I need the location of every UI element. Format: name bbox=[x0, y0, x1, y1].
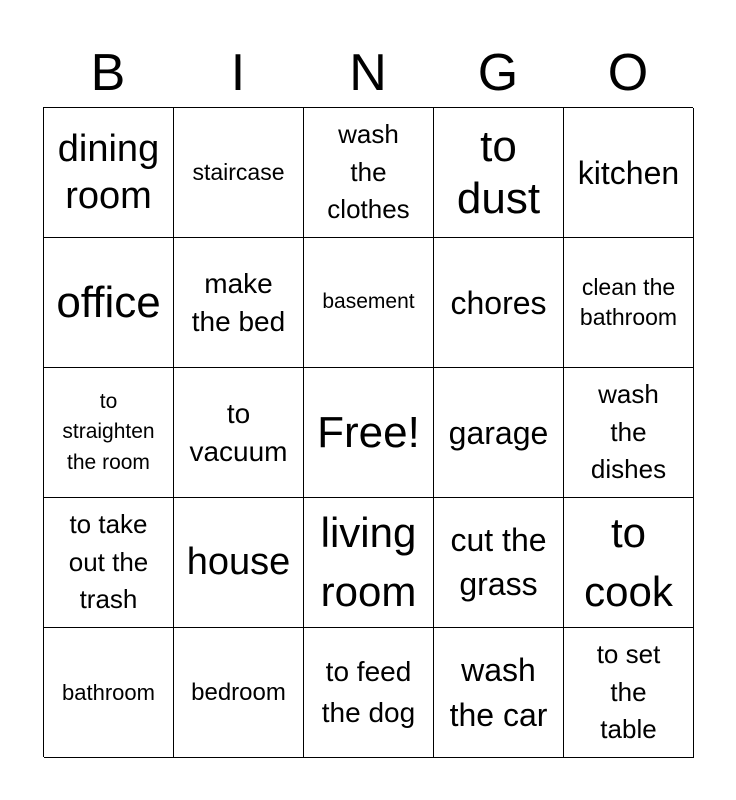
header-letter-g: G bbox=[477, 44, 519, 102]
cell-text: dining room bbox=[57, 128, 160, 217]
bingo-cell[interactable] bbox=[564, 628, 694, 758]
bingo-board bbox=[43, 107, 693, 757]
cell-text: house bbox=[186, 541, 291, 584]
bingo-header bbox=[43, 40, 693, 106]
cell-text: bathroom bbox=[62, 679, 155, 705]
bingo-cell[interactable] bbox=[174, 108, 304, 238]
bingo-cell[interactable] bbox=[434, 628, 564, 758]
bingo-cell[interactable] bbox=[564, 238, 694, 368]
cell-text: to vacuum bbox=[189, 397, 288, 467]
bingo-cell[interactable] bbox=[434, 238, 564, 368]
bingo-cell[interactable] bbox=[434, 108, 564, 238]
cell-text: basement bbox=[322, 290, 415, 314]
cell-text: wash the dishes bbox=[590, 378, 667, 485]
bingo-cell[interactable] bbox=[304, 628, 434, 758]
cell-text: chores bbox=[450, 284, 547, 321]
cell-text: clean the bathroom bbox=[579, 273, 678, 330]
bingo-cell[interactable] bbox=[44, 238, 174, 368]
header-letter-o: O bbox=[607, 44, 649, 102]
bingo-cell[interactable] bbox=[174, 368, 304, 498]
bingo-cell[interactable] bbox=[44, 498, 174, 628]
header-letter-i: I bbox=[230, 44, 246, 102]
bingo-cell[interactable] bbox=[44, 108, 174, 238]
cell-text: make the bed bbox=[191, 267, 286, 337]
free-space-text: Free! bbox=[317, 407, 420, 457]
header-letter-b: B bbox=[90, 44, 126, 102]
bingo-cell[interactable] bbox=[44, 368, 174, 498]
cell-text: wash the clothes bbox=[327, 118, 410, 225]
cell-text: to take out the trash bbox=[68, 508, 149, 615]
cell-text: to feed the dog bbox=[321, 655, 416, 728]
cell-text: living room bbox=[320, 508, 417, 615]
cell-text: cut the grass bbox=[450, 522, 547, 602]
cell-text: wash the car bbox=[449, 651, 548, 733]
cell-text: kitchen bbox=[577, 154, 680, 191]
bingo-cell[interactable] bbox=[434, 498, 564, 628]
bingo-cell[interactable] bbox=[564, 498, 694, 628]
cell-text: to cook bbox=[584, 508, 673, 615]
bingo-cell[interactable] bbox=[174, 498, 304, 628]
bingo-cell[interactable] bbox=[304, 238, 434, 368]
bingo-cell[interactable] bbox=[304, 498, 434, 628]
bingo-cell[interactable] bbox=[564, 368, 694, 498]
cell-text: to dust bbox=[456, 121, 541, 223]
header-letter-n: N bbox=[349, 44, 387, 102]
cell-text: office bbox=[56, 277, 161, 327]
bingo-cell[interactable] bbox=[44, 628, 174, 758]
cell-text: staircase bbox=[192, 158, 285, 185]
bingo-cell[interactable] bbox=[434, 368, 564, 498]
bingo-cell[interactable] bbox=[564, 108, 694, 238]
bingo-cell[interactable] bbox=[174, 628, 304, 758]
cell-text: to straighten the room bbox=[62, 389, 155, 474]
cell-text: bedroom bbox=[191, 678, 286, 706]
bingo-cell[interactable] bbox=[174, 238, 304, 368]
cell-text: to set the table bbox=[596, 638, 661, 745]
cell-text: garage bbox=[448, 414, 549, 451]
free-space-cell[interactable] bbox=[304, 368, 434, 498]
bingo-cell[interactable] bbox=[304, 108, 434, 238]
